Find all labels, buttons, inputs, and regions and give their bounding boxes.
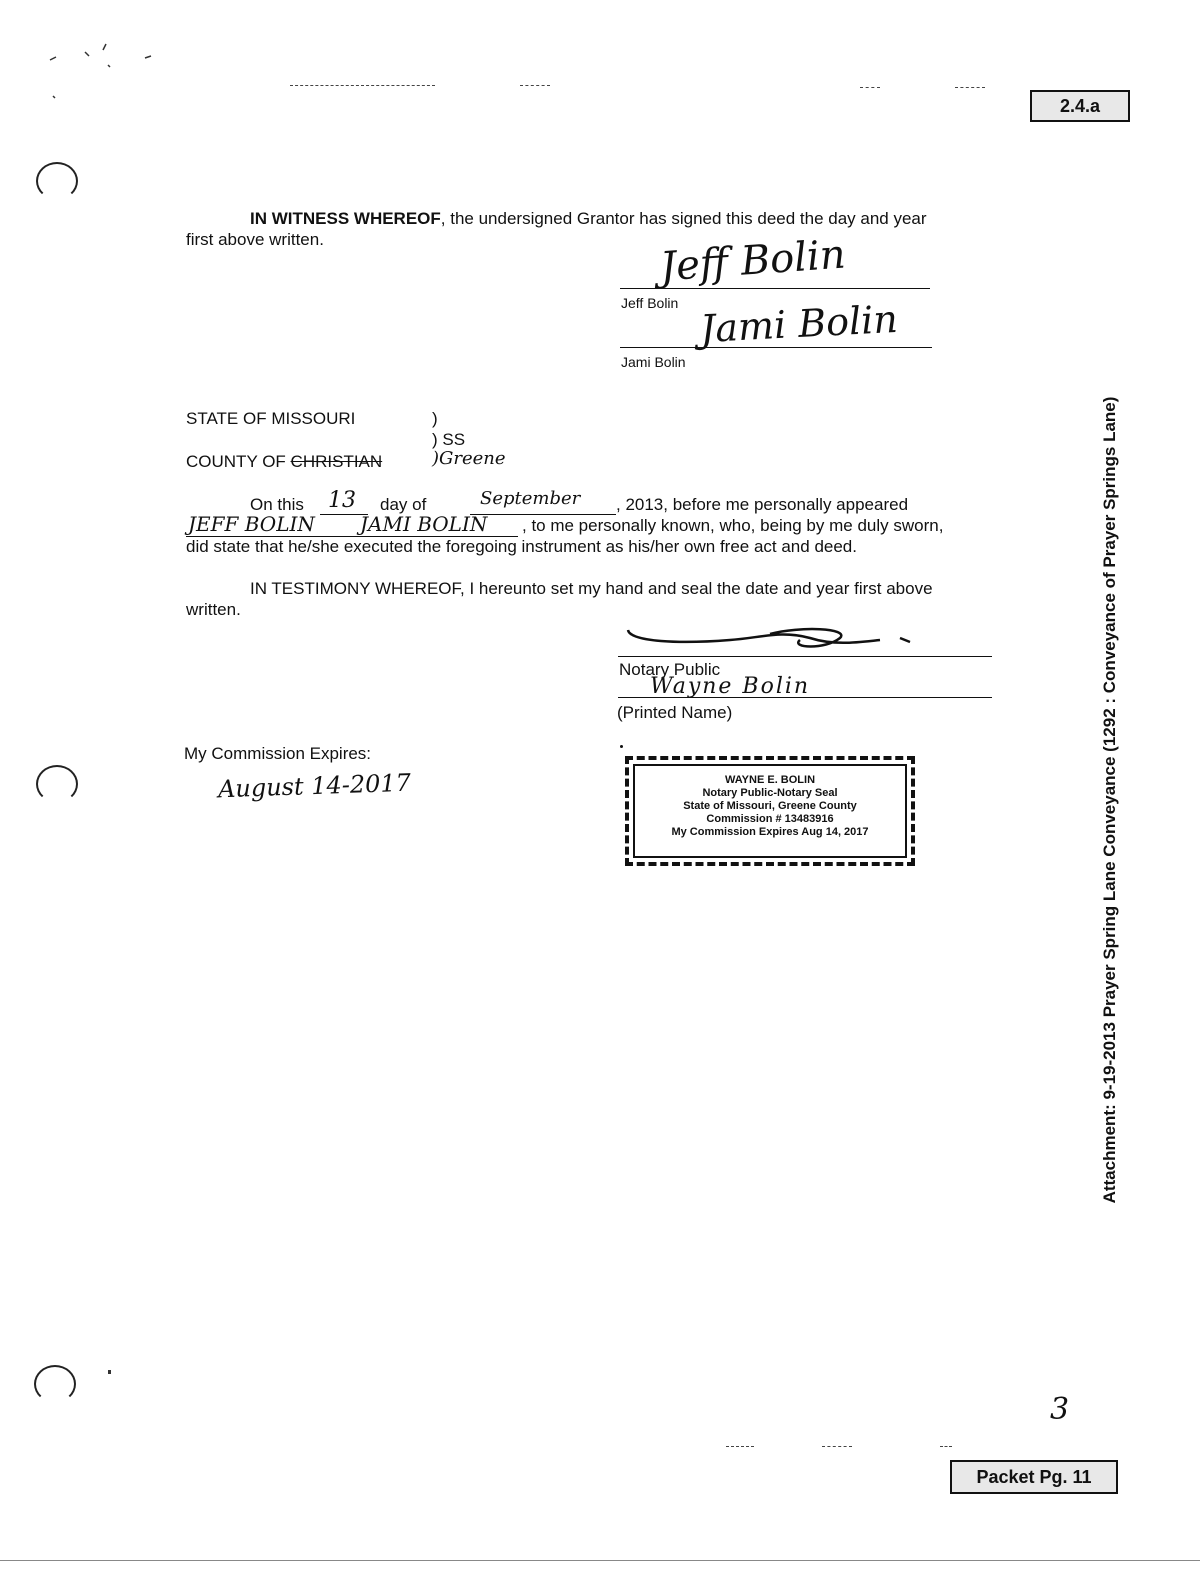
notary-seal	[625, 756, 915, 866]
scan-speck	[108, 1370, 111, 1374]
venue-paren: )	[432, 409, 438, 428]
witness-lead: IN WITNESS WHEREOF	[250, 209, 441, 228]
scan-dash	[822, 1446, 852, 1447]
notary-printed-label: (Printed Name)	[617, 703, 733, 722]
seal-line-commission: Commission # 13483916	[706, 813, 834, 825]
scan-dash	[940, 1446, 952, 1447]
binder-hole-top	[36, 162, 78, 200]
county-struck: CHRISTIAN	[290, 452, 383, 471]
county-handwritten: )Greene	[432, 448, 506, 469]
binder-hole-middle	[36, 765, 78, 803]
witness-line-2: first above written.	[186, 230, 324, 249]
signature-jeff: Jeff Bolin	[658, 231, 847, 291]
ack-p1: On this	[250, 495, 304, 514]
ack-day-hand: 13	[328, 488, 356, 513]
scan-dash	[955, 87, 985, 88]
signature-line-jami	[620, 347, 932, 348]
binder-hole-bottom	[34, 1365, 76, 1403]
seal-dot	[620, 745, 623, 748]
witness-text: , the undersigned Grantor has signed this deed the day and year	[440, 209, 927, 228]
scan-specks	[45, 40, 155, 100]
scan-dash	[860, 87, 880, 88]
ack-p2: day of	[380, 495, 427, 514]
ack-name-hand-1: JEFF BOLIN	[188, 512, 315, 536]
page-tag-badge: 2.4.a	[1030, 90, 1130, 122]
notary-signature-line	[618, 656, 992, 657]
seal-line-state: State of Missouri, Greene County	[683, 800, 857, 812]
testimony-line-1: IN TESTIMONY WHEREOF, I hereunto set my hand and seal the date and year first above	[250, 579, 933, 598]
seal-line-name: WAYNE E. BOLIN	[724, 774, 816, 786]
packet-page-badge: Packet Pg. 11	[950, 1460, 1118, 1494]
ack-p4: , to me personally known, who, being by me duly sworn,	[522, 516, 944, 535]
printed-name-jami: Jami Bolin	[621, 354, 686, 370]
testimony-line-2: written.	[186, 600, 241, 619]
scan-edge	[0, 1560, 1200, 1561]
signature-line-jeff	[620, 288, 930, 289]
ack-month-hand: September	[480, 488, 581, 509]
venue-state: STATE OF MISSOURI	[186, 409, 356, 428]
scan-dash	[290, 85, 435, 86]
county-prefix: COUNTY OF	[186, 452, 286, 471]
signature-jami: Jami Bolin	[698, 296, 899, 352]
notary-signature	[620, 620, 920, 660]
notary-signature-graphic	[620, 620, 920, 660]
seal-line-expires: My Commission Expires Aug 14, 2017	[671, 826, 869, 838]
venue-county	[186, 451, 382, 473]
attachment-side-text: Attachment: 9-19-2013 Prayer Spring Lane Conveyance (1292 : Conveyance of Prayer Springs Lane)	[1100, 396, 1119, 1204]
scan-specks-graphic	[45, 40, 155, 100]
notary-title: Notary Public	[619, 660, 721, 679]
venue-ss: ) SS	[432, 430, 466, 449]
commission-date-hand: August 14-2017	[217, 768, 412, 804]
notary-printed-hand: Wayne Bolin	[650, 674, 811, 699]
scan-dash	[726, 1446, 754, 1447]
commission-label: My Commission Expires:	[184, 744, 372, 763]
ack-p5: did state that he/she executed the foregoing instrument as his/her own free act and deed.	[186, 537, 857, 556]
ack-p3: , 2013, before me personally appeared	[616, 495, 909, 514]
scan-dash	[520, 85, 550, 86]
printed-name-jeff: Jeff Bolin	[621, 295, 679, 311]
page-number-hand: 3	[1050, 1392, 1070, 1427]
notary-printed-line	[618, 697, 992, 698]
witness-line-1	[250, 208, 927, 230]
ack-name-hand-2: JAMI BOLIN	[360, 512, 488, 536]
seal-line-type: Notary Public-Notary Seal	[702, 787, 838, 799]
